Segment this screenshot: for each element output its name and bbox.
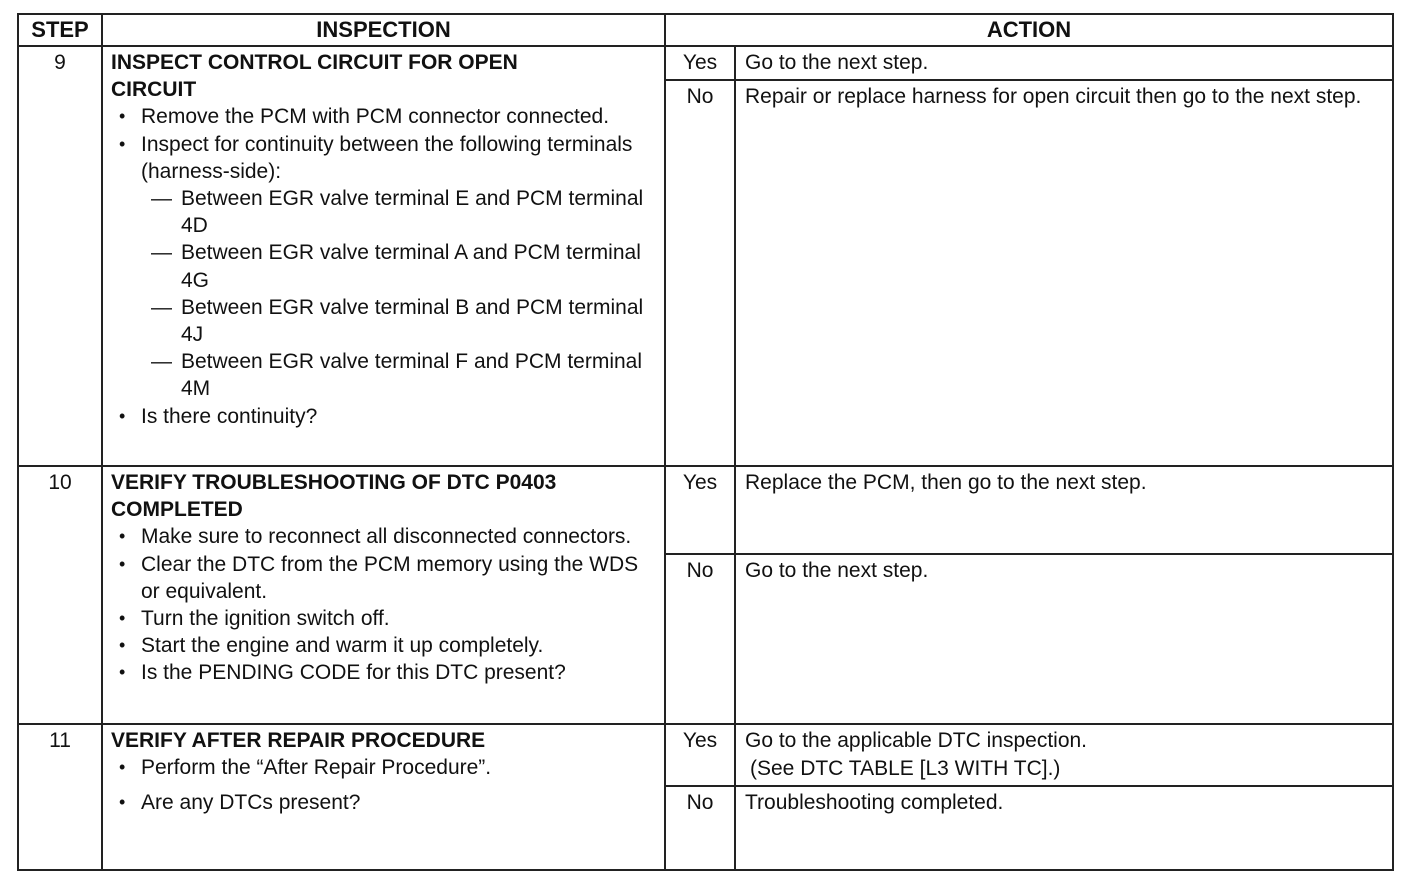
- inspection-title: VERIFY TROUBLESHOOTING OF DTC P0403: [111, 471, 557, 494]
- list-item: • Remove the PCM with PCM connector connected.: [111, 103, 656, 130]
- inspection-list: [111, 523, 656, 686]
- header-row: [18, 14, 1393, 46]
- yes-label: Yes: [665, 466, 735, 554]
- list-item: • Turn the ignition switch off.: [111, 605, 656, 632]
- step-number: 9: [18, 46, 102, 466]
- list-item: — Between EGR valve terminal E and PCM terminal 4D: [111, 185, 656, 239]
- inspection-cell: [102, 724, 665, 870]
- yes-label: Yes: [665, 46, 735, 80]
- troubleshooting-table: [17, 13, 1394, 871]
- inspection-title: COMPLETED: [111, 498, 243, 522]
- header-step: STEP: [18, 14, 102, 46]
- table-row: [18, 724, 1393, 786]
- inspection-cell: [102, 466, 665, 724]
- list-item: • Clear the DTC from the PCM memory using the WDS or equivalent.: [111, 551, 656, 605]
- list-item: • Is the PENDING CODE for this DTC present?: [111, 659, 656, 686]
- yes-action: Go to the next step.: [735, 46, 1393, 80]
- no-action: Repair or replace harness for open circuit then go to the next step.: [735, 80, 1393, 466]
- yes-label: Yes: [665, 724, 735, 786]
- inspection-title: VERIFY AFTER REPAIR PROCEDURE: [111, 729, 486, 752]
- list-item: — Between EGR valve terminal B and PCM terminal 4J: [111, 294, 656, 348]
- list-item: — Between EGR valve terminal A and PCM terminal 4G: [111, 239, 656, 293]
- table-row: [18, 46, 1393, 80]
- step-number: 11: [18, 724, 102, 870]
- list-item: • Are any DTCs present?: [111, 789, 656, 816]
- inspection-list: [111, 103, 656, 429]
- step-number: 10: [18, 466, 102, 724]
- no-label: No: [665, 786, 735, 870]
- inspection-list: [111, 754, 656, 816]
- list-item: • Is there continuity?: [111, 403, 656, 430]
- yes-action: Replace the PCM, then go to the next step.: [735, 466, 1393, 554]
- list-item: • Inspect for continuity between the following terminals (harness-side):: [111, 131, 656, 185]
- no-label: No: [665, 80, 735, 466]
- list-item: — Between EGR valve terminal F and PCM terminal 4M: [111, 348, 656, 402]
- yes-action: [735, 724, 1393, 786]
- no-action: Go to the next step.: [735, 554, 1393, 724]
- table-row: [18, 466, 1393, 554]
- header-action: ACTION: [665, 14, 1393, 46]
- inspection-title: INSPECT CONTROL CIRCUIT FOR OPEN: [111, 51, 518, 74]
- inspection-cell: [102, 46, 665, 466]
- inspection-title: CIRCUIT: [111, 78, 197, 102]
- list-item: • Perform the “After Repair Procedure”.: [111, 754, 656, 781]
- list-item: • Start the engine and warm it up completely.: [111, 632, 656, 659]
- header-inspection: INSPECTION: [102, 14, 665, 46]
- no-label: No: [665, 554, 735, 724]
- yes-action-line: (See DTC TABLE [L3 WITH TC].): [750, 756, 1061, 780]
- no-action: Troubleshooting completed.: [735, 786, 1393, 870]
- list-item: • Make sure to reconnect all disconnected connectors.: [111, 523, 656, 550]
- yes-action-line: Go to the applicable DTC inspection.: [745, 729, 1088, 752]
